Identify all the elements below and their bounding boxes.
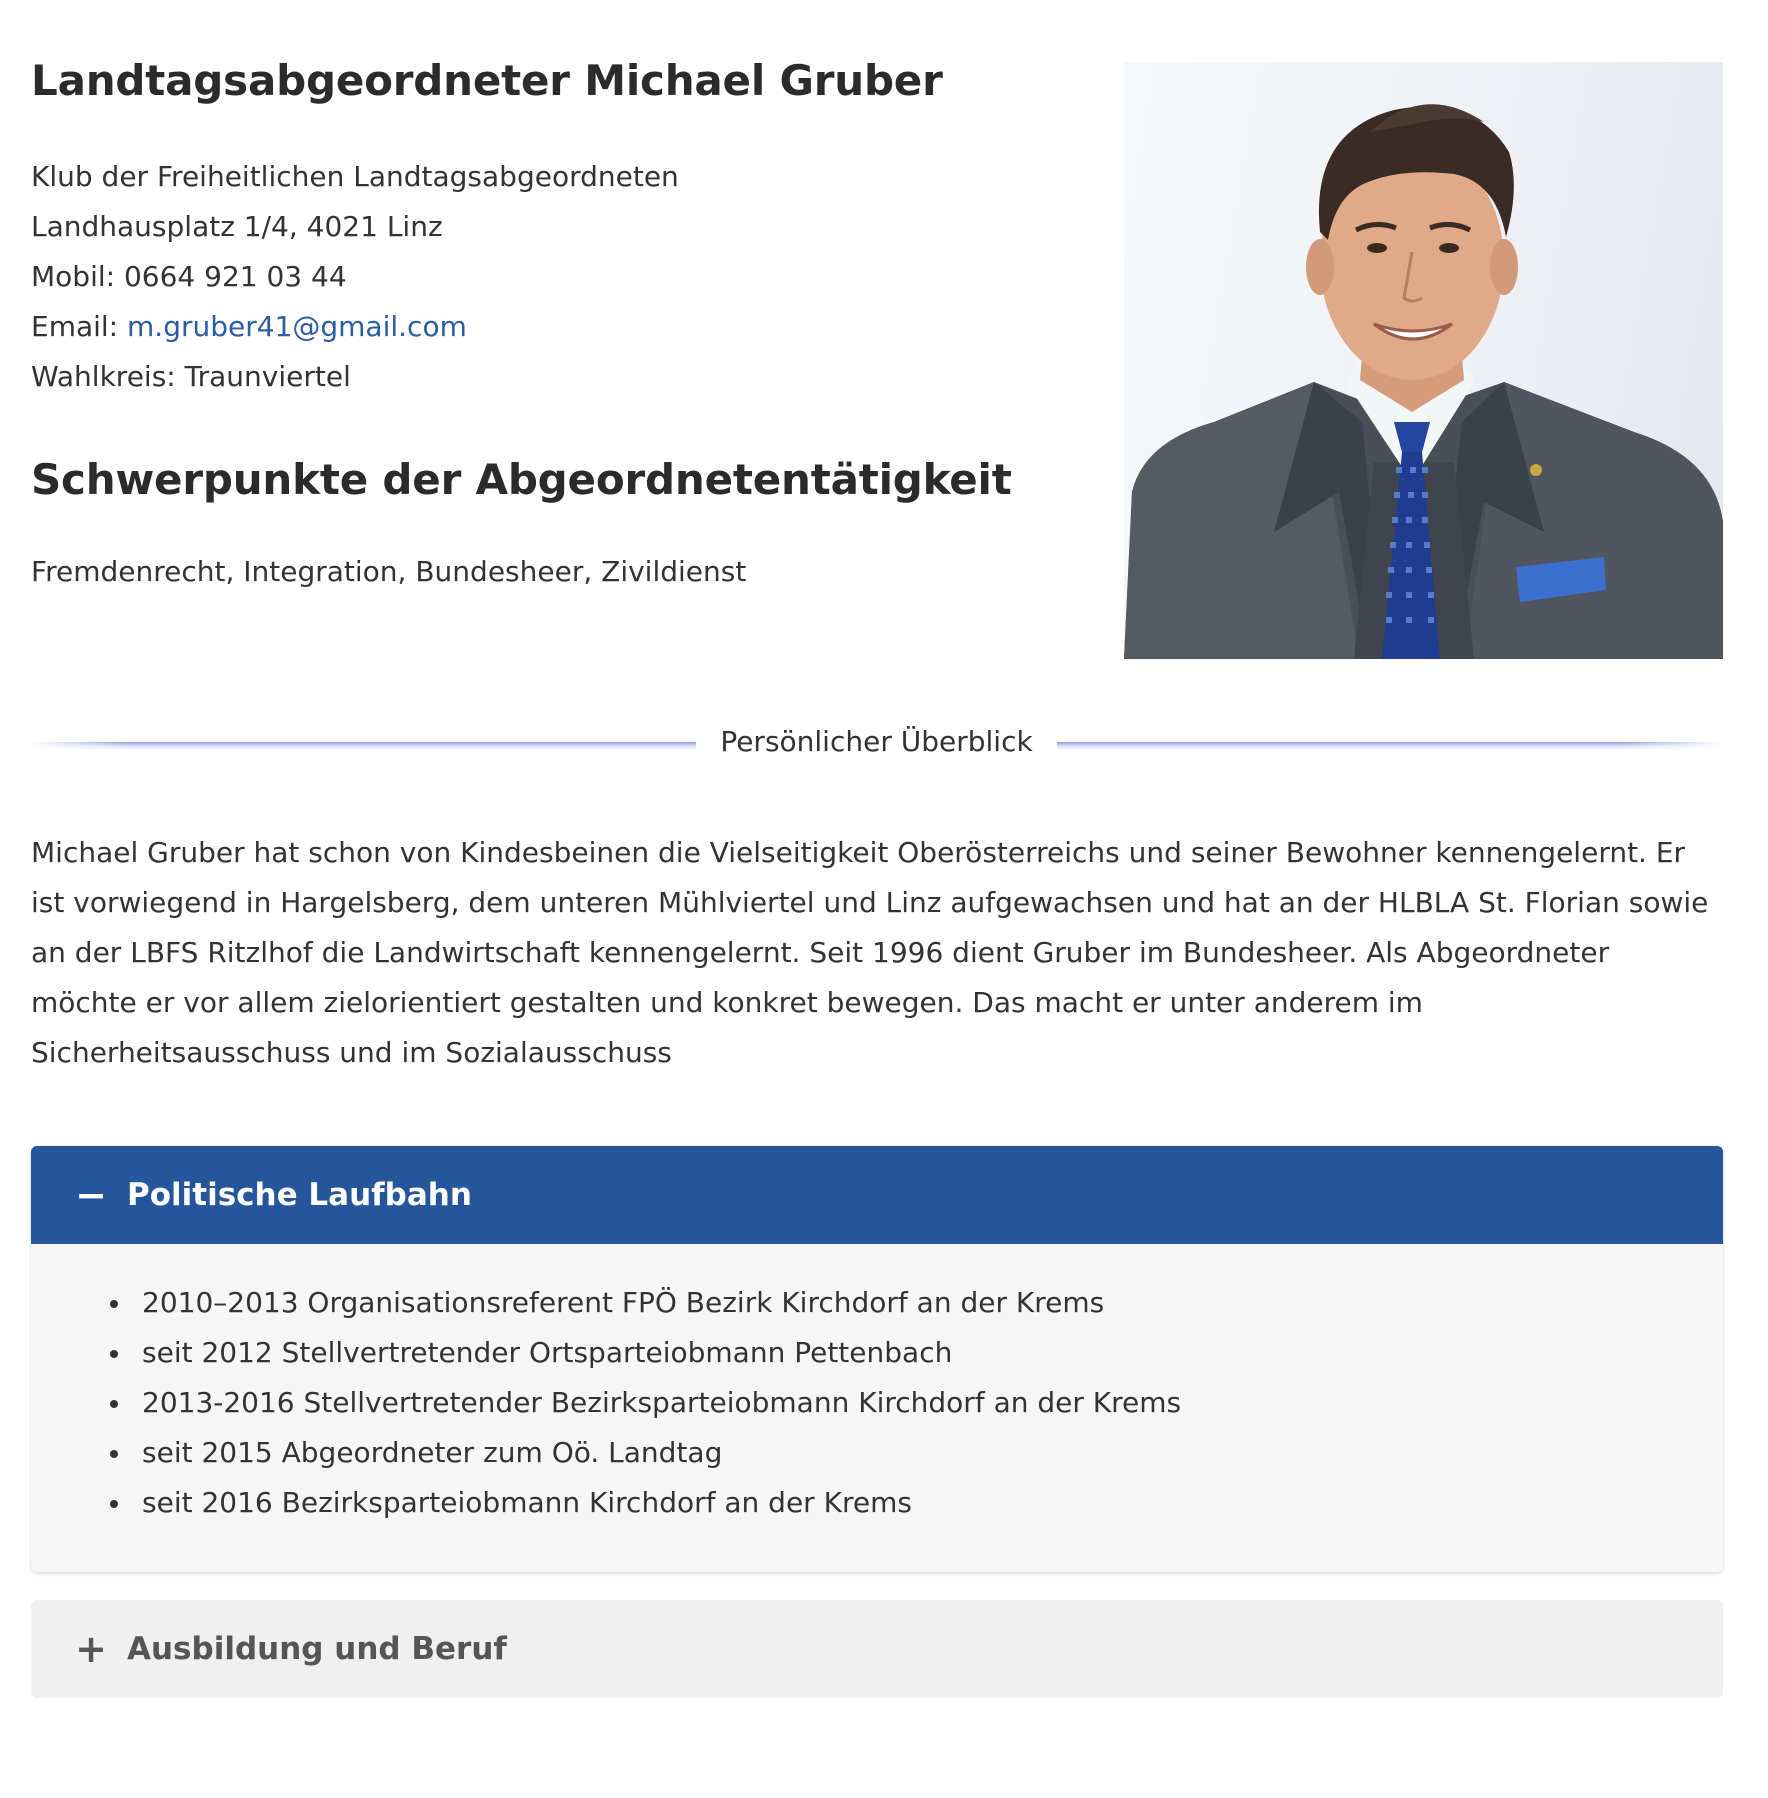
profile-page bbox=[31, 0, 1723, 1671]
email-line bbox=[31, 302, 679, 352]
mobile-label: Mobil: bbox=[31, 260, 116, 293]
district-label: Wahlkreis: bbox=[31, 360, 176, 393]
minus-icon: − bbox=[75, 1173, 107, 1217]
mobile-number: 0664 921 03 44 bbox=[123, 260, 347, 293]
bio-paragraph: Michael Gruber hat schon von Kindesbeinen die Vielseitigkeit Oberösterreichs und seiner Bewohner kennengelernt. Er ist vorwiegend in Hargelsberg, dem unteren Mühlviertel und Linz aufgewachsen und hat an der HLBLA St. Florian sowie an der LBFS Ritzlhof die Landwirtschaft kennengelernt. Seit 1996 dient Gruber im Bundesheer. Als Abgeordneter möchte er vor allem zielorientiert gestalten und konkret bewegen. Das macht er unter anderem im Sicherheitsausschuss und im Sozialausschuss bbox=[31, 836, 1709, 1069]
list-item: seit 2015 Abgeordneter zum Oö. Landtag bbox=[142, 1428, 1723, 1478]
contact-block bbox=[31, 152, 679, 402]
mobile-line bbox=[31, 252, 679, 302]
divider-line-left bbox=[31, 742, 696, 750]
club-name: Klub der Freiheitlichen Landtagsabgeordneten bbox=[31, 160, 679, 193]
email-label: Email: bbox=[31, 310, 119, 343]
divider-line-right bbox=[1057, 742, 1723, 750]
list-item: seit 2012 Stellvertretender Ortsparteiobmann Pettenbach bbox=[142, 1328, 1723, 1378]
address: Landhausplatz 1/4, 4021 Linz bbox=[31, 210, 443, 243]
district-line bbox=[31, 352, 679, 402]
portrait-photo bbox=[1124, 62, 1723, 659]
profile-header bbox=[31, 0, 1723, 680]
career-list bbox=[31, 1278, 1723, 1528]
accordion-header-ausbildung-und-beruf[interactable] bbox=[31, 1600, 1723, 1698]
focus-topics: Fremdenrecht, Integration, Bundesheer, Zivildienst bbox=[31, 555, 747, 588]
accordion-panel bbox=[31, 1244, 1723, 1572]
accordion-title: Ausbildung und Beruf bbox=[127, 1631, 507, 1667]
overview-divider bbox=[31, 720, 1723, 766]
list-item: 2013-2016 Stellvertretender Bezirksparteiobmann Kirchdorf an der Krems bbox=[142, 1378, 1723, 1428]
accordion bbox=[31, 1146, 1723, 1698]
district-value: Traunviertel bbox=[184, 360, 351, 393]
list-item: 2010–2013 Organisationsreferent FPÖ Bezirk Kirchdorf an der Krems bbox=[142, 1278, 1723, 1328]
list-item: seit 2016 Bezirksparteiobmann Kirchdorf an der Krems bbox=[142, 1478, 1723, 1528]
focus-heading: Schwerpunkte der Abgeordnetentätigkeit bbox=[31, 455, 1012, 504]
accordion-item-politische-laufbahn bbox=[31, 1146, 1723, 1572]
page-title: Landtagsabgeordneter Michael Gruber bbox=[31, 56, 943, 105]
accordion-title: Politische Laufbahn bbox=[127, 1177, 472, 1213]
divider-label: Persönlicher Überblick bbox=[720, 725, 1033, 758]
plus-icon: + bbox=[75, 1627, 107, 1671]
accordion-item-ausbildung-und-beruf bbox=[31, 1600, 1723, 1698]
accordion-header-politische-laufbahn[interactable] bbox=[31, 1146, 1723, 1244]
email-link[interactable]: m.gruber41@gmail.com bbox=[127, 310, 467, 343]
